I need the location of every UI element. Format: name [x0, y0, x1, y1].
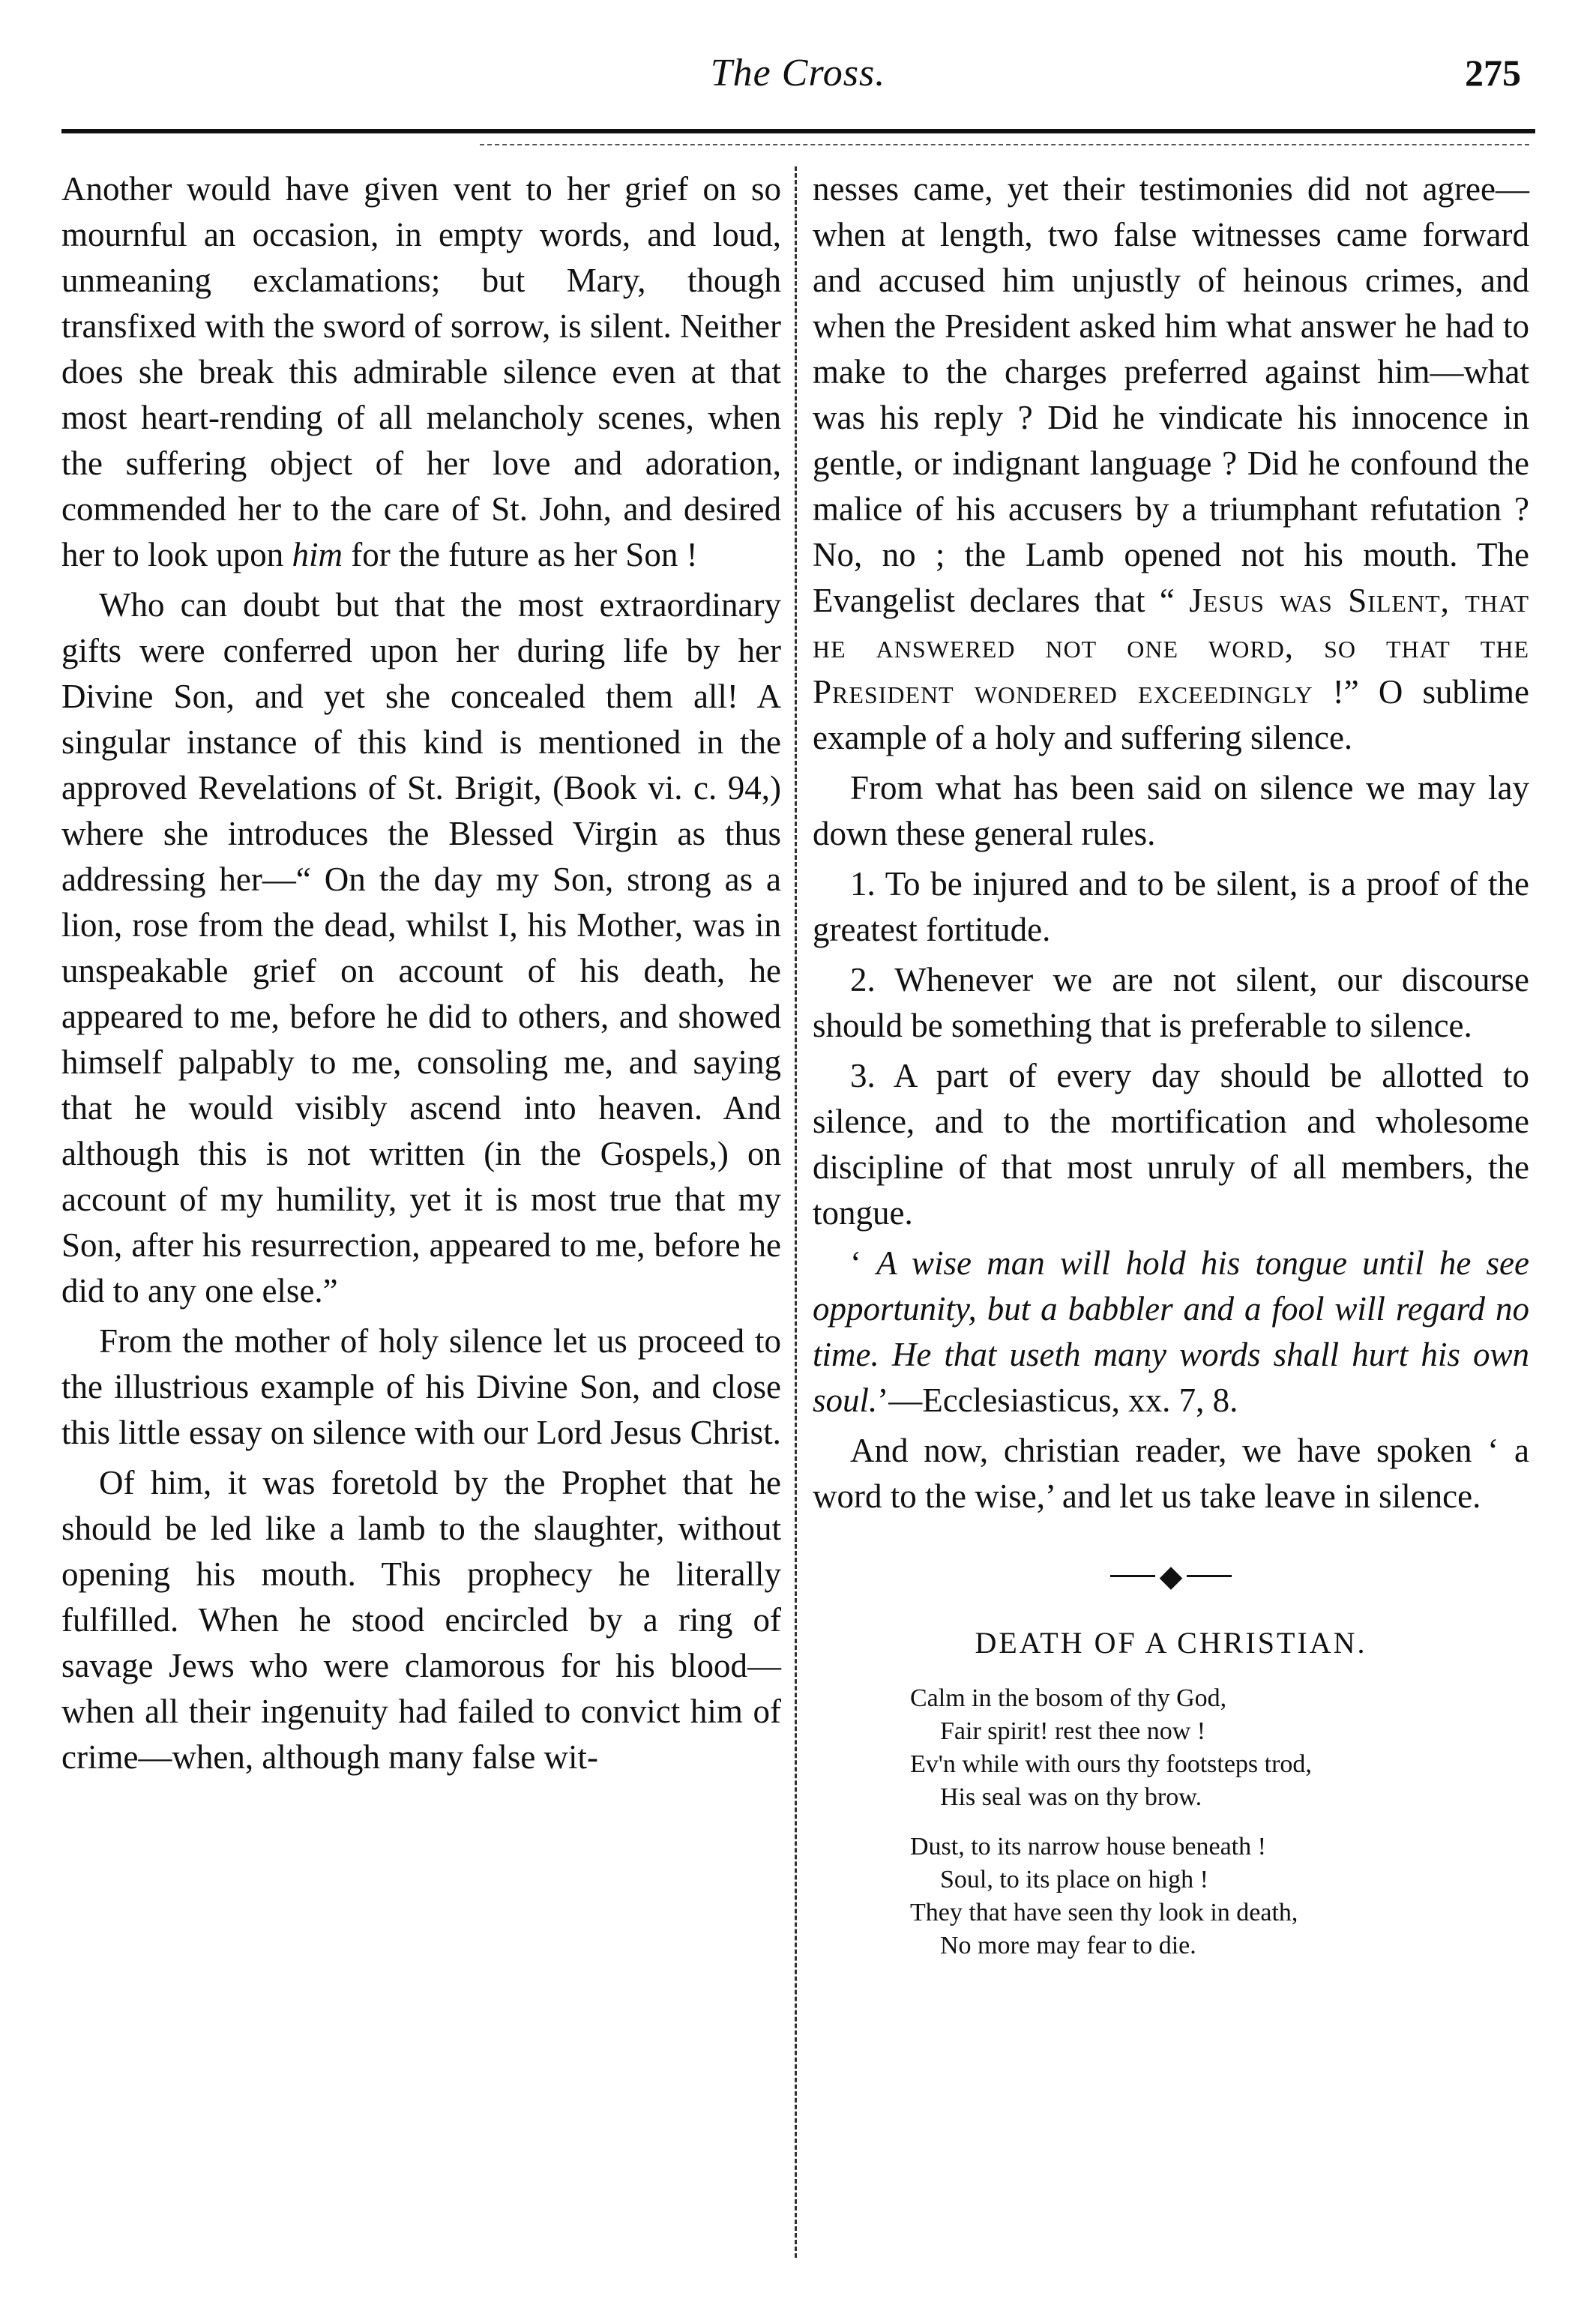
poem-title: DEATH OF A CHRISTIAN.	[975, 1625, 1367, 1660]
header-rule	[61, 129, 1535, 133]
scripture-quote: ‘ A wise man will hold his tongue until he see opportunity, but a babbler and a fool will regard no time. He that useth many words shall hurt his own soul.’—Ecclesiasticus, xx. 7, 8.	[813, 1244, 1529, 1419]
rule-2: 2. Whenever we are not silent, our discourse should be something that is preferable to silence.	[813, 961, 1529, 1044]
emphasis-him: him	[292, 536, 343, 573]
left-column	[61, 166, 781, 1785]
left-paragraph-1: Another would have given vent to her grief on so mournful an occasion, in empty words, and loud, unmeaning exclamations; but Mary, though transfixed with the sword of sorrow, is silent. Neither does she break this admirable silence even at that most heart-rending of all melancholy scenes, when the suffering object of her love and adoration, commended her to the care of St. John, and desired her to look upon him for the future as her Son !	[61, 170, 781, 573]
poem-line: His seal was on thy brow.	[940, 1783, 1202, 1811]
rule-1: 1. To be injured and to be silent, is a proof of the greatest fortitude.	[813, 865, 1529, 948]
left-paragraph-4: Of him, it was foretold by the Prophet that he should be led like a lamb to the slaughter, without opening his mouth. This prophecy he literally fulfilled. When he stood encircled by a ring of savage Jews who were clamorous for his blood—when all their ingenuity had failed to convict him of crime—when, although many false wit-	[61, 1464, 781, 1776]
poem-line: Dust, to its narrow house beneath !	[910, 1832, 1266, 1860]
column-divider	[795, 166, 797, 2258]
rules-intro: From what has been said on silence we may lay down these general rules.	[813, 769, 1529, 852]
header-rule-dashed	[480, 144, 1529, 145]
small-caps-quote: Jesus was Silent, that he answered not one word, so that the President wondered exceedingly	[813, 582, 1530, 711]
poem-line: Ev'n while with ours thy footsteps trod,	[910, 1750, 1312, 1778]
poem-stanza-1	[910, 1682, 1529, 1814]
ornament-divider	[813, 1558, 1529, 1591]
diamond-ornament-icon: ◆	[1159, 1558, 1183, 1593]
right-column	[813, 166, 1529, 1979]
left-paragraph-3: From the mother of holy silence let us proceed to the illustrious example of his Divine Son, and close this little essay on silence with our Lord Jesus Christ.	[61, 1322, 781, 1451]
poem-line: No more may fear to die.	[940, 1931, 1196, 1959]
page-number: 275	[1465, 52, 1521, 94]
rule-3: 3. A part of every day should be allotted to silence, and to the mortification and wholesome discipline of that most unruly of all members, the tongue.	[813, 1057, 1529, 1232]
closing-paragraph: And now, christian reader, we have spoken ‘ a word to the wise,’ and let us take leave in silence.	[813, 1432, 1529, 1515]
poem-line: They that have seen thy look in death,	[910, 1898, 1298, 1926]
poem-line: Fair spirit! rest thee now !	[940, 1717, 1206, 1745]
left-paragraph-2: Who can doubt but that the most extraordinary gifts were conferred upon her during life by her Divine Son, and yet she concealed them all! A singular instance of this kind is mentioned in the approved Revelations of St. Brigit, (Book vi. c. 94,) where she introduces the Blessed Virgin as thus addressing her—“ On the day my Son, strong as a lion, rose from the dead, whilst I, his Mother, was in unspeakable grief on account of his death, he appeared to me, before he did to others, and showed himself palpably to me, consoling me, and saying that he would visibly ascend into heaven. And although this is not written (in the Gospels,) on account of my humility, yet it is most true that my Son, after his resurrection, appeared to me, before he did to any one else.”	[61, 586, 781, 1310]
right-paragraph-1: nesses came, yet their testimonies did not agree—when at length, two false witnesses came forward and accused him unjustly of heinous crimes, and when the President asked him what answer he had to make to the charges preferred against him—what was his reply ? Did he vindicate his innocence in gentle, or indignant language ? Did he confound the malice of his accusers by a triumphant refutation ? No, no ; the Lamb opened not his mouth. The Evangelist declares that “ Jesus was Silent, that he answered not one word, so that the President wondered exceedingly !” O sublime example of a holy and suffering silence.	[813, 170, 1530, 756]
running-title: The Cross.	[710, 52, 886, 94]
poem-stanza-2	[910, 1831, 1529, 1962]
poem-line: Calm in the bosom of thy God,	[910, 1684, 1227, 1712]
poem-line: Soul, to its place on high !	[940, 1865, 1208, 1893]
